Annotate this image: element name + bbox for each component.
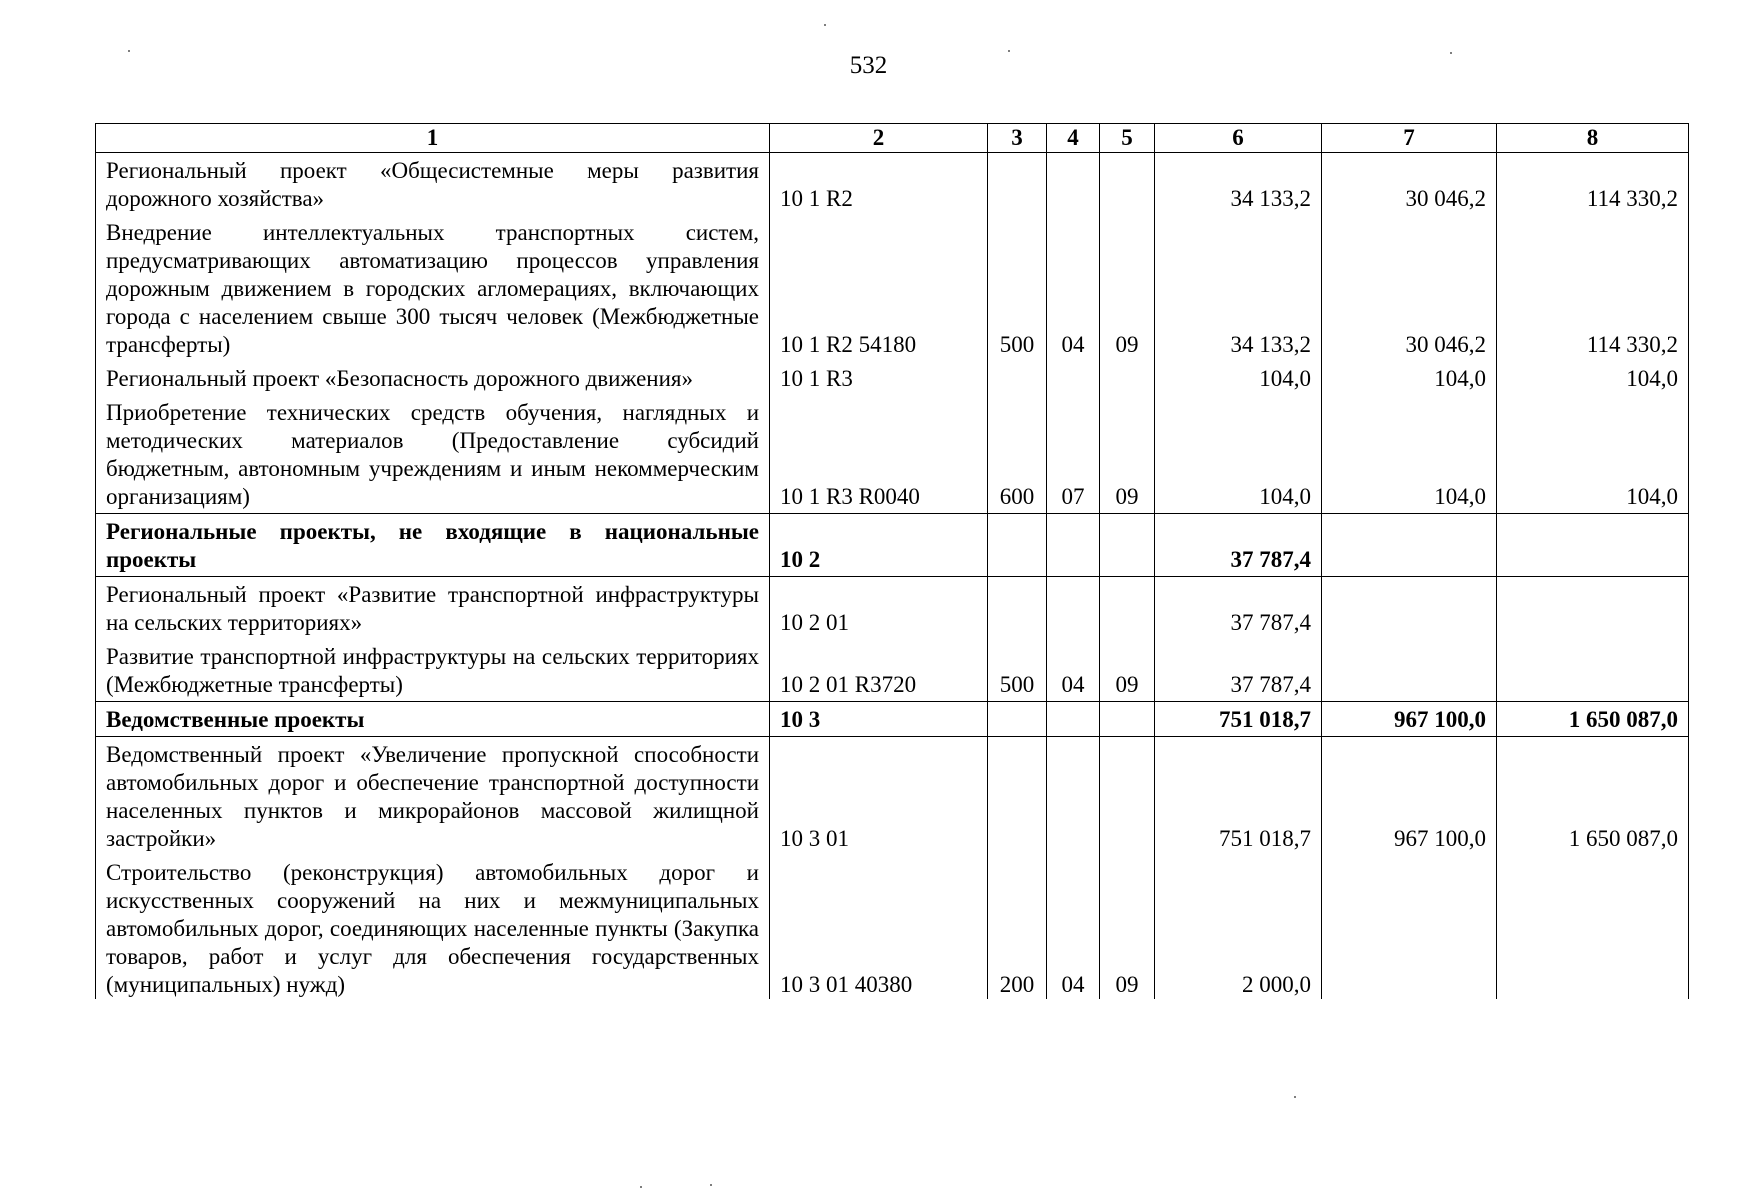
budget-table <box>95 123 1689 999</box>
row-code: 10 2 01 <box>770 577 988 640</box>
row-col3 <box>988 577 1047 640</box>
row-code: 10 1 R2 <box>770 153 988 216</box>
column-header: 7 <box>1322 124 1497 153</box>
row-col8: 104,0 <box>1497 395 1689 514</box>
row-code: 10 1 R3 <box>770 361 988 395</box>
row-col5: 09 <box>1100 855 1155 999</box>
row-col4: 04 <box>1047 855 1100 999</box>
row-col5 <box>1100 702 1155 737</box>
row-name: Приобретение технических средств обучения, наглядных и методических материалов (Предоставление субсидий бюджетным, автономным учреждениям и иным некоммерческим организациям) <box>96 395 770 514</box>
scan-speck <box>1450 52 1452 54</box>
row-col3: 500 <box>988 639 1047 702</box>
row-col4: 04 <box>1047 215 1100 361</box>
column-header: 5 <box>1100 124 1155 153</box>
row-col7: 30 046,2 <box>1322 215 1497 361</box>
column-header: 2 <box>770 124 988 153</box>
row-col6: 37 787,4 <box>1155 639 1322 702</box>
row-col4 <box>1047 361 1100 395</box>
row-name: Региональный проект «Развитие транспортной инфраструктуры на сельских территориях» <box>96 577 770 640</box>
row-col7: 967 100,0 <box>1322 702 1497 737</box>
row-col3 <box>988 514 1047 577</box>
row-col5 <box>1100 514 1155 577</box>
table-row <box>96 577 1689 640</box>
table-row <box>96 153 1689 216</box>
row-name: Региональный проект «Общесистемные меры развития дорожного хозяйства» <box>96 153 770 216</box>
row-name: Ведомственный проект «Увеличение пропускной способности автомобильных дорог и обеспечение транспортной доступности населенных пунктов и микрорайонов массовой жилищной застройки» <box>96 737 770 856</box>
row-col6: 34 133,2 <box>1155 153 1322 216</box>
row-code: 10 1 R3 R0040 <box>770 395 988 514</box>
column-header: 1 <box>96 124 770 153</box>
row-col5: 09 <box>1100 395 1155 514</box>
row-col8: 104,0 <box>1497 361 1689 395</box>
row-name: Развитие транспортной инфраструктуры на сельских территориях (Межбюджетные трансферты) <box>96 639 770 702</box>
column-header: 4 <box>1047 124 1100 153</box>
row-col3: 200 <box>988 855 1047 999</box>
row-col4 <box>1047 702 1100 737</box>
row-code: 10 3 <box>770 702 988 737</box>
scan-speck <box>128 50 130 52</box>
scan-speck <box>1008 50 1010 52</box>
row-col8 <box>1497 577 1689 640</box>
row-col8 <box>1497 514 1689 577</box>
row-col7: 104,0 <box>1322 361 1497 395</box>
row-col6: 104,0 <box>1155 395 1322 514</box>
row-col3 <box>988 737 1047 856</box>
row-name: Ведомственные проекты <box>96 702 770 737</box>
column-header: 6 <box>1155 124 1322 153</box>
row-col4: 07 <box>1047 395 1100 514</box>
row-col7: 104,0 <box>1322 395 1497 514</box>
row-col6: 751 018,7 <box>1155 702 1322 737</box>
row-col5 <box>1100 577 1155 640</box>
row-code: 10 1 R2 54180 <box>770 215 988 361</box>
scan-speck <box>640 1186 642 1188</box>
column-header: 8 <box>1497 124 1689 153</box>
row-col4 <box>1047 577 1100 640</box>
row-col6: 37 787,4 <box>1155 577 1322 640</box>
section-row <box>96 702 1689 737</box>
row-name: Внедрение интеллектуальных транспортных систем, предусматривающих автоматизацию процессов управления дорожным движением в городских агломерациях, включающих города с населением свыше 300 тысяч человек (Межбюджетные трансферты) <box>96 215 770 361</box>
row-col3: 600 <box>988 395 1047 514</box>
row-col7 <box>1322 855 1497 999</box>
row-col5 <box>1100 153 1155 216</box>
row-col6: 104,0 <box>1155 361 1322 395</box>
page-number: 532 <box>849 52 888 79</box>
row-code: 10 3 01 40380 <box>770 855 988 999</box>
table-row <box>96 395 1689 514</box>
scan-speck <box>824 24 826 26</box>
row-col6: 37 787,4 <box>1155 514 1322 577</box>
section-row <box>96 514 1689 577</box>
table-row <box>96 855 1689 999</box>
row-name: Строительство (реконструкция) автомобильных дорог и искусственных сооружений на них и межмуниципальных автомобильных дорог, соединяющих населенные пункты (Закупка товаров, работ и услуг для обеспечения государственных (муниципальных) нужд) <box>96 855 770 999</box>
row-col4: 04 <box>1047 639 1100 702</box>
row-col8: 1 650 087,0 <box>1497 702 1689 737</box>
table-row <box>96 737 1689 856</box>
row-col8: 114 330,2 <box>1497 153 1689 216</box>
row-col5 <box>1100 737 1155 856</box>
row-col8 <box>1497 855 1689 999</box>
row-col8: 1 650 087,0 <box>1497 737 1689 856</box>
row-col4 <box>1047 514 1100 577</box>
column-header: 3 <box>988 124 1047 153</box>
row-col5: 09 <box>1100 215 1155 361</box>
row-col7 <box>1322 577 1497 640</box>
row-name: Региональный проект «Безопасность дорожного движения» <box>96 361 770 395</box>
row-col5: 09 <box>1100 639 1155 702</box>
row-code: 10 3 01 <box>770 737 988 856</box>
row-col3 <box>988 153 1047 216</box>
row-col3 <box>988 361 1047 395</box>
row-col5 <box>1100 361 1155 395</box>
row-col7 <box>1322 514 1497 577</box>
row-col6: 2 000,0 <box>1155 855 1322 999</box>
row-col8 <box>1497 639 1689 702</box>
row-code: 10 2 01 R3720 <box>770 639 988 702</box>
row-col7: 30 046,2 <box>1322 153 1497 216</box>
row-col7: 967 100,0 <box>1322 737 1497 856</box>
table-row <box>96 639 1689 702</box>
table-row <box>96 361 1689 395</box>
row-code: 10 2 <box>770 514 988 577</box>
table-row <box>96 215 1689 361</box>
row-col7 <box>1322 639 1497 702</box>
row-col6: 751 018,7 <box>1155 737 1322 856</box>
scan-speck <box>710 1184 712 1186</box>
row-col4 <box>1047 153 1100 216</box>
row-col3 <box>988 702 1047 737</box>
table-header-row <box>96 124 1689 153</box>
row-col8: 114 330,2 <box>1497 215 1689 361</box>
row-col3: 500 <box>988 215 1047 361</box>
row-col4 <box>1047 737 1100 856</box>
scan-speck <box>1294 1096 1296 1098</box>
row-name: Региональные проекты, не входящие в национальные проекты <box>96 514 770 577</box>
row-col6: 34 133,2 <box>1155 215 1322 361</box>
